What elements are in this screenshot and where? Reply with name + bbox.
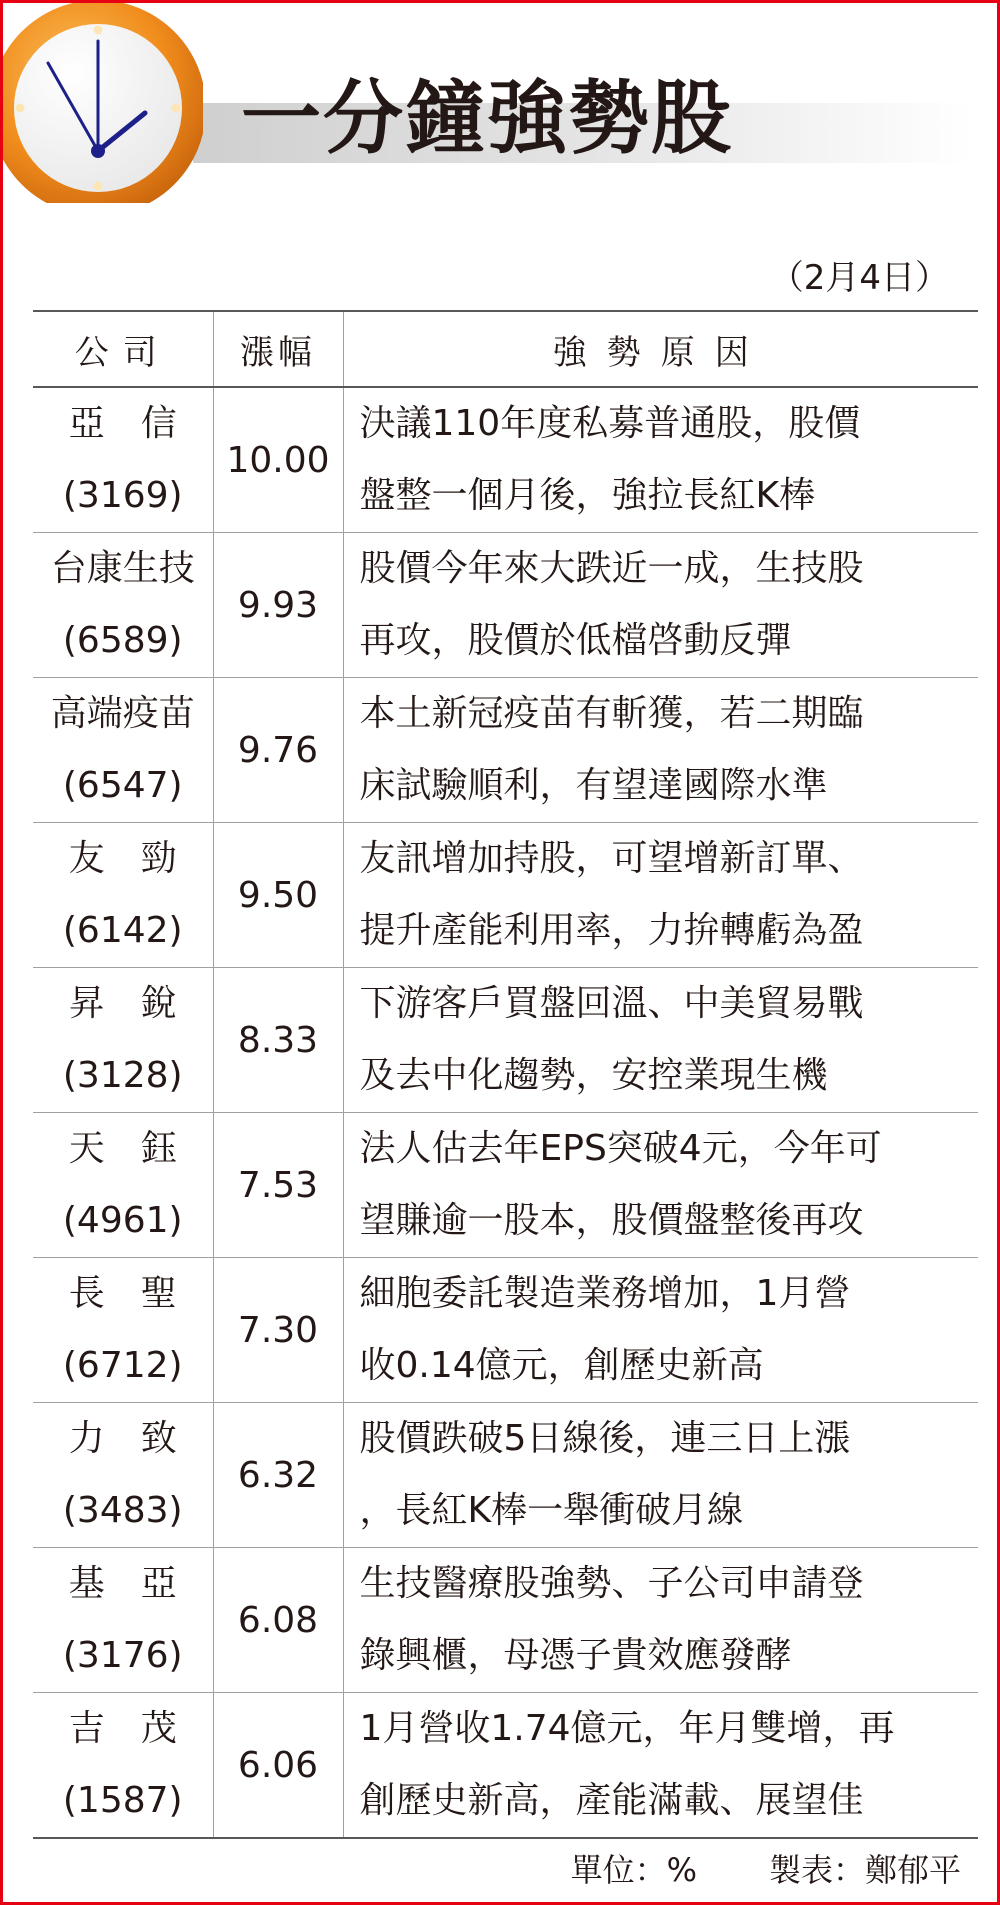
change-cell: 8.33 [213,968,343,1113]
reason-line: 決議110年度私募普通股，股價 [359,403,861,444]
company-name: 昇 銳 [68,983,177,1024]
strong-stocks-table [33,310,978,1839]
table-row [33,1548,978,1693]
reason-cell [343,387,978,533]
table-row [33,1258,978,1403]
stock-code: (4961) [62,1200,183,1241]
company-cell [33,823,213,968]
company-cell [33,968,213,1113]
reason-line: 望賺逾一股本，股價盤整後再攻 [359,1200,864,1241]
reason-cell [343,678,978,823]
column-header-reason: 強勢原因 [343,311,978,387]
reason-line: 法人估去年EPS突破4元，今年可 [359,1128,882,1169]
table-row [33,533,978,678]
reason-cell [343,1258,978,1403]
column-header-change: 漲幅 [213,311,343,387]
company-cell [33,678,213,823]
change-cell: 10.00 [213,387,343,533]
stock-code: (6142) [62,910,183,951]
change-cell: 7.53 [213,1113,343,1258]
reason-cell [343,968,978,1113]
company-name: 台康生技 [50,548,195,589]
reason-cell [343,1403,978,1548]
reason-line: 錄興櫃，母憑子貴效應發酵 [359,1635,792,1676]
change-cell: 6.06 [213,1693,343,1839]
date-label: （2月4日） [769,258,949,298]
reason-line: ，長紅K棒一舉衝破月線 [359,1490,744,1531]
stock-code: (3169) [62,475,183,516]
change-cell: 9.50 [213,823,343,968]
stock-code: (6547) [62,765,183,806]
table-row [33,387,978,533]
stock-code: (3128) [62,1055,183,1096]
reason-cell [343,1113,978,1258]
table-header-row [33,311,978,387]
reason-line: 股價今年來大跌近一成，生技股 [359,548,864,589]
stock-code: (6589) [62,620,183,661]
header [3,3,1000,203]
company-name: 友 勁 [68,838,177,879]
table-body [33,387,978,1838]
company-cell [33,1548,213,1693]
company-name: 吉 茂 [68,1708,177,1749]
reason-line: 收0.14億元，創歷史新高 [359,1345,764,1386]
change-cell: 6.32 [213,1403,343,1548]
company-cell [33,1693,213,1839]
unit-label: 單位：% [570,1851,697,1889]
change-cell: 9.93 [213,533,343,678]
stock-code: (3483) [62,1490,183,1531]
company-name: 力 致 [68,1418,177,1459]
reason-line: 盤整一個月後，強拉長紅K棒 [359,475,816,516]
change-cell: 9.76 [213,678,343,823]
change-cell: 6.08 [213,1548,343,1693]
clock-icon [3,3,203,203]
company-name: 基 亞 [68,1563,177,1604]
reason-cell [343,823,978,968]
table-row [33,1403,978,1548]
company-cell [33,533,213,678]
footer [571,1845,961,1895]
table-row [33,823,978,968]
company-cell [33,1403,213,1548]
company-name: 天 鈺 [68,1128,177,1169]
column-header-company: 公司 [33,311,213,387]
change-cell: 7.30 [213,1258,343,1403]
page-title: 一分鐘強勢股 [241,72,733,165]
company-cell [33,1258,213,1403]
company-cell [33,1113,213,1258]
reason-line: 股價跌破5日線後，連三日上漲 [359,1418,851,1459]
reason-cell [343,1693,978,1839]
reason-line: 下游客戶買盤回溫、中美貿易戰 [359,983,864,1024]
company-name: 長 聖 [68,1273,177,1314]
stock-code: (6712) [62,1345,183,1386]
reason-line: 本土新冠疫苗有斬獲，若二期臨 [359,693,864,734]
maker-credit: 製表：鄭郁平 [768,1851,961,1889]
reason-line: 生技醫療股強勢、子公司申請登 [359,1563,864,1604]
table-row [33,678,978,823]
company-cell [33,387,213,533]
reason-cell [343,1548,978,1693]
stock-code: (3176) [62,1635,183,1676]
reason-line: 及去中化趨勢，安控業現生機 [359,1055,828,1096]
reason-line: 創歷史新高，產能滿載、展望佳 [359,1780,864,1821]
company-name: 亞 信 [68,403,177,444]
reason-line: 友訊增加持股，可望增新訂單、 [359,838,864,879]
table-row [33,1693,978,1839]
table-row [33,1113,978,1258]
reason-line: 床試驗順利，有望達國際水準 [359,765,828,806]
table-row [33,968,978,1113]
company-name: 高端疫苗 [50,693,195,734]
reason-line: 1月營收1.74億元，年月雙增，再 [359,1708,895,1749]
reason-cell [343,533,978,678]
reason-line: 再攻，股價於低檔啓動反彈 [359,620,792,661]
stock-code: (1587) [62,1780,183,1821]
reason-line: 細胞委託製造業務增加，1月營 [359,1273,851,1314]
reason-line: 提升產能利用率，力拚轉虧為盈 [359,910,864,951]
